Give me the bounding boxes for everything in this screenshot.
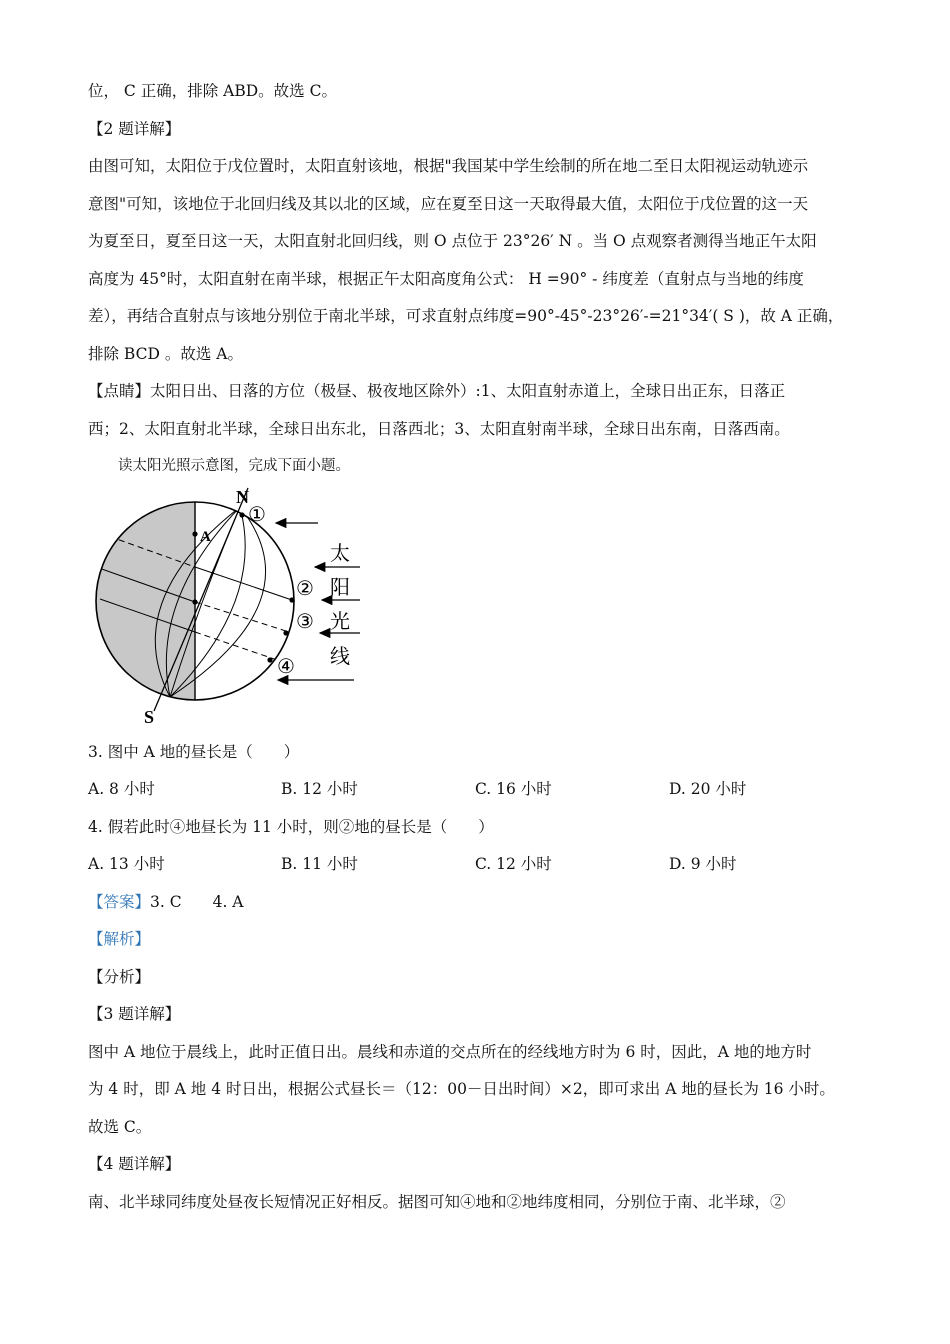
q4-detail-heading: 【4 题详解】 <box>88 1155 181 1173</box>
option: D. 9 小时 <box>669 855 737 873</box>
question-3-stem: 3. 图中 A 地的昼长是（ ） <box>88 743 300 761</box>
fenxi-label: 【分析】 <box>88 968 151 986</box>
point-3-dot <box>283 630 288 635</box>
option: C. 16 小时 <box>475 780 552 798</box>
answer-row <box>88 891 244 913</box>
marker-1: ① <box>248 502 266 526</box>
intro-text: 读太阳光照示意图，完成下面小题。 <box>118 458 350 474</box>
text-line: 高度为 45°时，太阳直射在南半球，根据正午太阳高度角公式： H =90° - 纬度差（直射点与当地的纬度 <box>88 270 804 288</box>
section-heading: 【2 题详解】 <box>88 120 181 138</box>
option: A. 8 小时 <box>88 780 155 798</box>
text-line: 为夏至日，夏至日这一天，太阳直射北回归线，则 O 点位于 23°26′ N 。当 O 点观察者测得当地正午太阳 <box>88 232 817 250</box>
point-1-dot <box>239 512 244 517</box>
tip-line: 【点睛】太阳日出、日落的方位（极昼、极夜地区除外）:1、太阳直射赤道上，全球日出正东，日落正 <box>88 382 786 400</box>
text-line: 位， C 正确，排除 ABD。故选 C。 <box>88 82 337 100</box>
point-4-dot <box>267 657 272 662</box>
text-line: 为 4 时，即 A 地 4 时日出，根据公式昼长＝（12：00－日出时间）×2，即可求出 A 地的昼长为 16 小时。 <box>88 1080 835 1098</box>
text-line: 意图"可知，该地位于北回归线及其以北的区域，应在夏至日这一天取得最大值，太阳位于戊位置的这一天 <box>88 195 809 213</box>
question-4-stem: 4. 假若此时④地昼长为 11 小时，则②地的昼长是（ ） <box>88 818 494 836</box>
option: C. 12 小时 <box>475 855 552 873</box>
sunlight-char-1: 太 <box>330 541 350 565</box>
text-line: 图中 A 地位于晨线上，此时正值日出。晨线和赤道的交点所在的经线地方时为 6 时，因此，A 地的地方时 <box>88 1043 812 1061</box>
sunlight-char-2: 阳 <box>330 575 350 599</box>
text-line: 排除 BCD 。故选 A。 <box>88 345 243 363</box>
option: D. 20 小时 <box>669 780 747 798</box>
marker-2: ② <box>296 576 314 600</box>
option: B. 11 小时 <box>281 855 358 873</box>
sunlight-char-4: 线 <box>330 644 350 668</box>
south-label: S <box>144 707 155 727</box>
text-line: 南、北半球同纬度处昼夜长短情况正好相反。据图可知④地和②地纬度相同，分别位于南、北半球，② <box>88 1193 786 1211</box>
text-line: 故选 C。 <box>88 1118 152 1136</box>
north-label: N <box>236 487 249 507</box>
text-line: 由图可知，太阳位于戊位置时，太阳直射该地，根据"我国某中学生绘制的所在地二至日太阳视运动轨迹示 <box>88 157 809 175</box>
marker-3: ③ <box>296 609 314 633</box>
analysis-label: 【解析】 <box>88 930 151 948</box>
text-line: 差），再结合直射点与该地分别位于南北半球，可求直射点纬度=90°-45°-23°26′-=21°34′( S )，故 A 正确， <box>88 307 844 325</box>
answer-label: 【答案】 <box>88 893 151 911</box>
sunlight-diagram <box>90 483 390 728</box>
center-dot <box>192 599 197 604</box>
point-a-dot <box>192 531 197 536</box>
marker-4: ④ <box>277 654 295 678</box>
point-a-label: A <box>200 529 211 545</box>
answer-text: 3. C 4. A <box>150 893 244 911</box>
option: A. 13 小时 <box>88 855 165 873</box>
sunlight-char-3: 光 <box>330 609 350 633</box>
tip-line: 西；2、太阳直射北半球，全球日出东北，日落西北；3、太阳直射南半球，全球日出东南，日落西南。 <box>88 420 790 438</box>
point-2-dot <box>289 597 294 602</box>
q3-detail-heading: 【3 题详解】 <box>88 1005 181 1023</box>
option: B. 12 小时 <box>281 780 358 798</box>
